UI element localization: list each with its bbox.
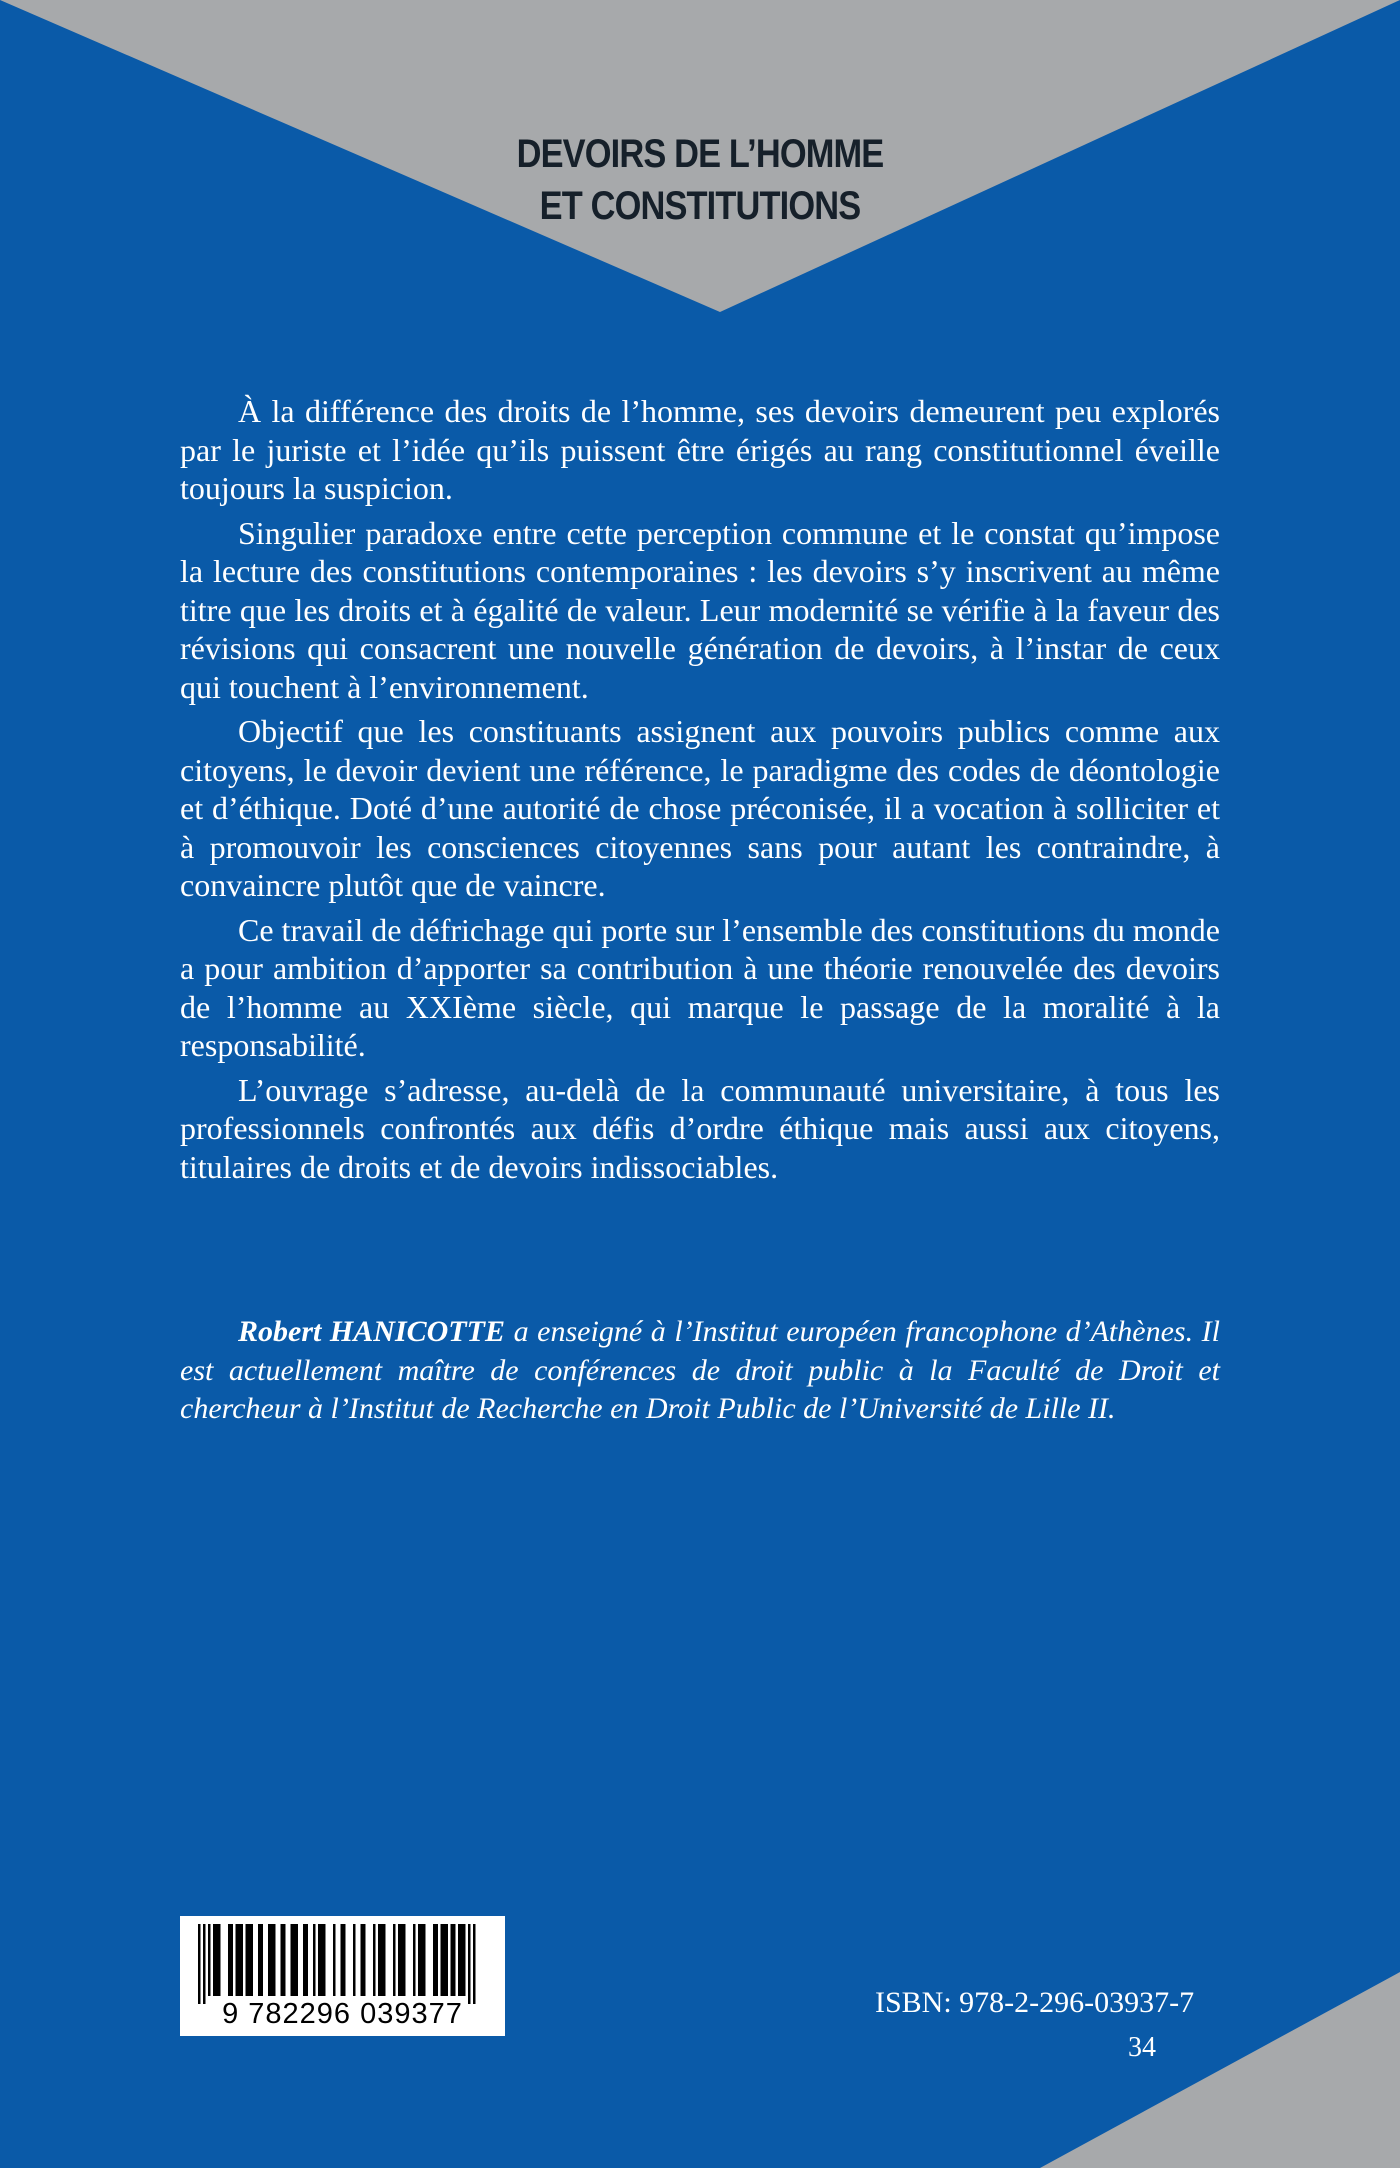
barcode-bar [208, 1924, 211, 1996]
barcode-bar [291, 1924, 299, 1996]
book-title [356, 128, 1044, 232]
barcode-bar [398, 1924, 406, 1996]
book-title-line-2: ET CONSTITUTIONS [539, 184, 861, 228]
author-bio [180, 1313, 1220, 1429]
barcode-bar [268, 1924, 276, 1996]
barcode-bar [433, 1924, 438, 1996]
book-description [180, 392, 1220, 1192]
barcode-guard-bar [198, 1924, 201, 2004]
barcode-guard-bar [473, 1924, 476, 2004]
barcode-bar [281, 1924, 286, 1996]
author-bio-text: a enseigné à l’Institut européen francophone d’Athènes. Il est actuellement maître de conférences de droit public à la Faculté de Droit et chercheur à l’Institut de Recherche en Droit Public de l’Université de Lille II. [180, 1315, 1221, 1425]
barcode-bar [236, 1924, 244, 1996]
book-title-line-1: DEVOIRS DE L’HOMME [516, 132, 884, 176]
barcode-bar [353, 1924, 356, 1996]
barcode-bar [213, 1924, 221, 1996]
price-code: 34 [1128, 2032, 1156, 2063]
barcode-bar [361, 1924, 366, 1996]
description-paragraph: L’ouvrage s’adresse, au-delà de la communauté universitaire, à tous les professionnels confrontés aux défis d’ordre éthique mais aussi aux citoyens, titulaires de droits et de devoirs indissociables. [180, 1071, 1220, 1185]
barcode [180, 1916, 505, 2036]
barcode-bar [228, 1924, 233, 1996]
description-paragraph: Singulier paradoxe entre cette perception commune et le constat qu’impose la lecture des constitutions contemporaines : les devoirs s’y inscrivent au même titre que les droits et à égalité de valeur. Leur modernité se vérifie à la faveur des révisions qui consacrent une nouvelle génération de devoirs, à l’instar de ceux qui touchent à l’environnement. [180, 514, 1220, 705]
barcode-guard-bar [203, 1924, 206, 2004]
barcode-bar [303, 1924, 308, 1996]
barcode-bar [378, 1924, 386, 1996]
barcode-bar [333, 1924, 336, 1996]
isbn: ISBN: 978-2-296-03937-7 [875, 1986, 1195, 2019]
description-paragraph: Objectif que les constituants assignent aux pouvoirs publics comme aux citoyens, le devoir devient une référence, le paradigme des codes de déontologie et d’éthique. Doté d’une autorité de chose préconisée, il a vocation à solliciter et à promouvoir les consciences citoyennes sans pour autant les contraindre, à convaincre plutôt que de vaincre. [180, 713, 1220, 903]
description-paragraph: À la différence des droits de l’homme, ses devoirs demeurent peu explorés par le juriste et l’idée qu’ils puissent être érigés au rang constitutionnel éveille toujours la suspicion. [180, 393, 1220, 506]
description-paragraph: Ce travail de défrichage qui porte sur l’ensemble des constitutions du monde a pour ambition d’apporter sa contribution à une théorie renouvelée des devoirs de l’homme au XXIème siècle, qui marque le passage de la moralité à la responsabilité. [180, 911, 1220, 1063]
barcode-bar [318, 1924, 326, 1996]
barcode-bar [413, 1924, 416, 1996]
author-name: Robert HANICOTTE [238, 1315, 505, 1348]
barcode-bar [393, 1924, 396, 1996]
barcode-guard-bar [468, 1924, 471, 2004]
barcode-bar [451, 1924, 456, 1996]
barcode-bar [313, 1924, 316, 1996]
barcode-bar [441, 1924, 449, 1996]
barcode-bar [341, 1924, 346, 1996]
barcode-bar [373, 1924, 376, 1996]
barcode-digits: 9 782296 039377 [222, 1998, 463, 2030]
barcode-bar [258, 1924, 263, 1996]
barcode-bar [246, 1924, 254, 1996]
barcode-bar [418, 1924, 426, 1996]
barcode-bar [458, 1924, 466, 1996]
